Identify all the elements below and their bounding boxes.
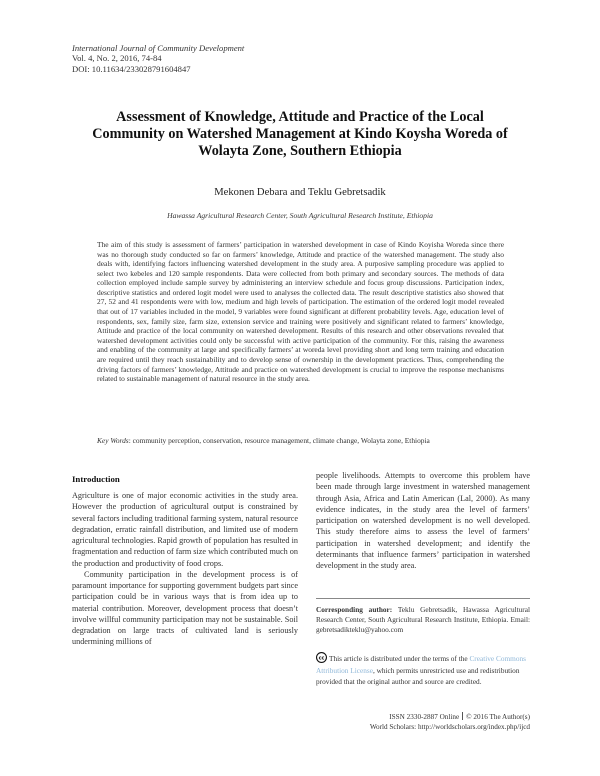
abstract: The aim of this study is assessment of farmers’ participation in watershed development in case of Kindo Koyisha Woreda since there was no thorough study conducted so far on farmers’ knowledge, Attitude and practice of the watershed management. The study also deals with, identifying factors influencing watershed development in the study area. A purposive sampling procedure was applied to select two kebeles and 120 sample respondents. Data were collected from both primary and secondary sources. The methods of data collection employed include sample survey by administering an interview schedule and focus group discussions. Participation index, descriptive statistics and ordered logit model were used to analyses the collected data. The result descriptive statistics also showed that 27, 52 and 41 respondents were with low, medium and high levels of participation. The estimation of the ordered logit model revealed that out of 17 variables included in the model, 9 variables were found significant at different probability levels. Age, education level of respondents, sex, family size, farm size, extension service and training were positively and significant related to farmers’ knowledge, Attitude and practice of the local community on watershed development. Results of this research and other observations revealed that watershed development activities could only be successful with active participation of the community. For this, raising the awareness and enabling of the community at large and specifically farmers’ at woreda level providing short and long term training and education are required until they reach sustainability and to develop sense of ownership in the development practices. Thus, comprehending the driving factors of farmers’ knowledge, Attitude and practice on watershed development is crucial to improve the response mechanisms related to sustainable management of natural resource in the study area. (97, 240, 504, 384)
corresponding-author (316, 605, 530, 636)
footer-separator (462, 712, 463, 720)
footnote-divider (316, 598, 530, 599)
keywords-label: Key Words (97, 436, 129, 445)
footer-issn: ISSN 2330-2887 Online (389, 713, 460, 721)
svg-text:cc: cc (318, 655, 325, 662)
left-column (72, 490, 298, 648)
license-notice (316, 652, 530, 687)
right-column (316, 470, 530, 571)
footer-publisher: World Scholars: http://worldscholars.org/index.php/ijcd (369, 723, 530, 731)
journal-doi: DOI: 10.11634/233028791604847 (72, 63, 191, 74)
license-text-after: , which permits unrestricted use and redistribution provided that the original author and source are credited. (316, 666, 520, 686)
journal-info (72, 43, 244, 74)
license-link[interactable]: Creative Commons Attribution License (316, 654, 526, 676)
paragraph: Agriculture is one of major economic activities in the study area. However the production of agricultural output is constrained by several factors including traditional farming system, natural resource degradation, erratic rainfall distribution, and limited use of modern agricultural technologies. Rapid growth of population has resulted in fragmentation and reduction of farm size which contributed much on the production and productivity of food crops. (72, 491, 298, 568)
paper-title: Assessment of Knowledge, Attitude and Practice of the Local Community on Watershed Management at Kindo Koysha Woreda of Wolayta Zone, Southern Ethiopia (92, 109, 508, 159)
journal-volume: Vol. 4, No. 2, 2016, 74-84 (72, 53, 162, 64)
keywords (97, 436, 504, 445)
paragraph: people livelihoods. Attempts to overcome this problem have been made through large investment in watershed management through Asia, Africa and Latin American (Lal, 2000). As many evidence indicates, in the study area the level of farmers’ participation on watershed development is no well developed. This study therefore aims to assess the level of farmers’ participation in watershed development; and identify the determinants that influence farmers’ participation in watershed development in the study area. (316, 471, 530, 570)
affiliation: Hawassa Agricultural Research Center, South Agricultural Research Institute, Ethiopia (167, 211, 433, 220)
journal-name: International Journal of Community Development (72, 43, 245, 53)
paragraph: Community participation in the development process is of paramount importance for supporting government budgets part since participation could be in various ways that is from idea up to material contribution. Moreover, development process that doesn’t involve willful community participation may not be sustainable. Soil degradation on large tracts of cultivated land is seriously undermining millions of (72, 569, 298, 647)
section-heading-introduction: Introduction (72, 474, 120, 484)
creative-commons-icon (316, 652, 327, 666)
license-text-before: This article is distributed under the terms of the (329, 654, 470, 663)
footer-copyright: © 2016 The Author(s) (466, 713, 530, 721)
keywords-text: : community perception, conservation, resource management, climate change, Wolayta zone, Ethiopia (128, 436, 430, 445)
corresponding-author-label: Corresponding author: (316, 605, 393, 614)
corresponding-author-text: Teklu Gebretsadik, Hawassa Agricultural Research Center, South Agricultural Research Institute, Ethiopia. Email: gebretsadikteklu@yahoo.com (316, 605, 530, 635)
authors: Mekonen Debara and Teklu Gebretsadik (214, 187, 386, 198)
footer-issn-line (316, 712, 530, 721)
